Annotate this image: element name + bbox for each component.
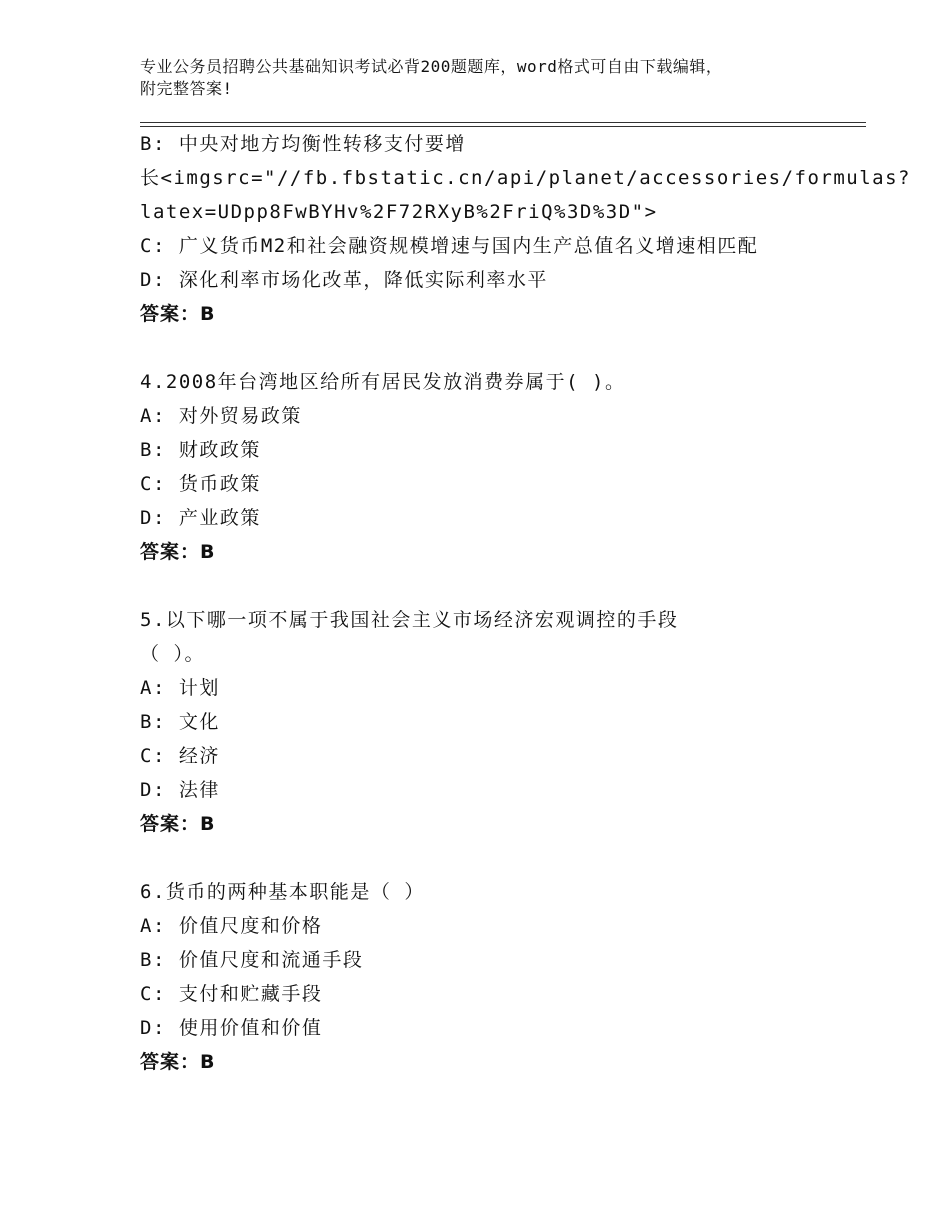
option-d: D: 产业政策 — [140, 507, 261, 529]
question-6 — [140, 875, 840, 1079]
spacer — [140, 331, 840, 365]
question-stem-line-1: 5.以下哪一项不属于我国社会主义市场经济宏观调控的手段 — [140, 609, 679, 631]
question-5 — [140, 603, 840, 841]
header-divider-top — [140, 122, 866, 123]
option-d: D: 使用价值和价值 — [140, 1017, 323, 1039]
question-3-continued — [140, 127, 911, 331]
question-stem: 6.货币的两种基本职能是（ ） — [140, 881, 425, 903]
option-b: B: 价值尺度和流通手段 — [140, 949, 364, 971]
question-stem: 4.2008年台湾地区给所有居民发放消费券属于( )。 — [140, 371, 626, 393]
question-4 — [140, 365, 840, 569]
spacer — [140, 569, 840, 603]
answer: 答案：B — [140, 303, 216, 325]
option-c: C: 经济 — [140, 745, 220, 767]
option-b: B: 财政政策 — [140, 439, 261, 461]
option-d: D: 深化利率市场化改革，降低实际利率水平 — [140, 269, 548, 291]
answer: 答案：B — [140, 813, 216, 835]
option-a: A: 价值尺度和价格 — [140, 915, 323, 937]
document-header — [140, 56, 830, 100]
option-b-line-3: latex=UDpp8FwBYHv%2F72RXyB%2FriQ%3D%3D"> — [140, 201, 658, 223]
option-c: C: 货币政策 — [140, 473, 261, 495]
spacer — [140, 841, 840, 875]
option-c: C: 支付和贮藏手段 — [140, 983, 323, 1005]
answer: 答案：B — [140, 541, 216, 563]
option-b-line-2: 长<imgsrc="//fb.fbstatic.cn/api/planet/accessories/formulas? — [140, 167, 911, 189]
option-a: A: 对外贸易政策 — [140, 405, 302, 427]
question-list — [140, 127, 911, 1079]
question-stem-line-2: （ ）。 — [140, 643, 205, 665]
header-line-1: 专业公务员招聘公共基础知识考试必背200题题库，word格式可自由下载编辑， — [140, 57, 723, 76]
answer: 答案：B — [140, 1051, 216, 1073]
option-b: B: 文化 — [140, 711, 220, 733]
option-b-line-1: B: 中央对地方均衡性转移支付要增 — [140, 133, 466, 155]
option-a: A: 计划 — [140, 677, 220, 699]
option-d: D: 法律 — [140, 779, 220, 801]
option-c: C: 广义货币M2和社会融资规模增速与国内生产总值名义增速相匹配 — [140, 235, 759, 257]
header-line-2: 附完整答案! — [140, 79, 233, 98]
